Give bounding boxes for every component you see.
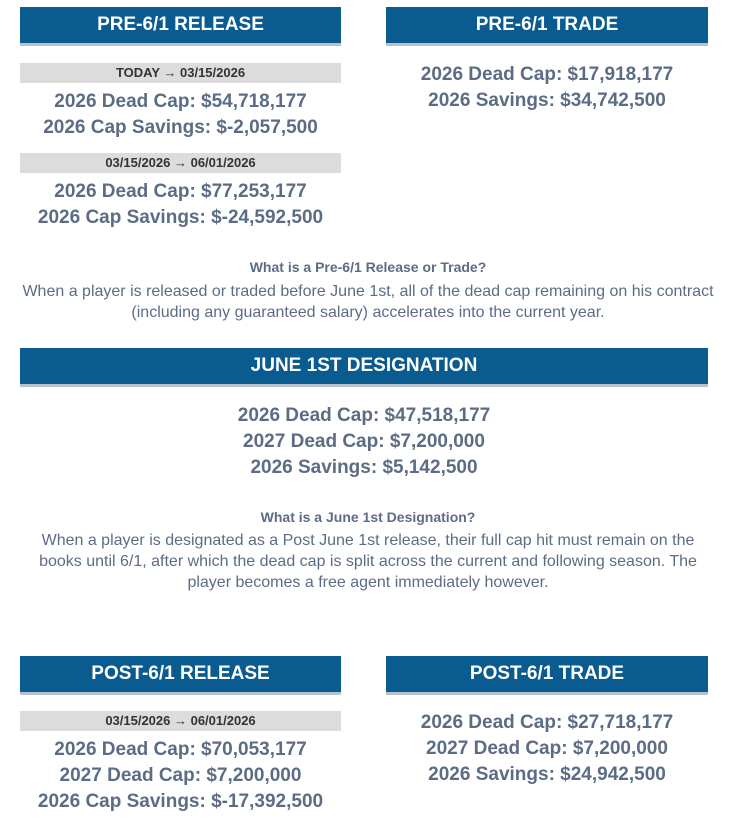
post-release-range: 03/15/2026 → 06/01/2026 xyxy=(20,711,341,731)
post-trade-dead-cap-2027: 2027 Dead Cap: $7,200,000 xyxy=(426,738,668,759)
pre-explainer-question: What is a Pre-6/1 Release or Trade? xyxy=(249,259,487,275)
june1-savings: 2026 Savings: $5,142,500 xyxy=(250,457,478,478)
june1-header: JUNE 1ST DESIGNATION xyxy=(20,348,708,387)
pre-trade-header: PRE-6/1 TRADE xyxy=(386,7,708,46)
pre-release-period2-range: 03/15/2026 → 06/01/2026 xyxy=(20,153,341,173)
post-trade-dead-cap-2026: 2026 Dead Cap: $27,718,177 xyxy=(420,712,674,733)
pre-release-period1-range: TODAY → 03/15/2026 xyxy=(20,63,341,83)
post-release-dead-cap-2027: 2027 Dead Cap: $7,200,000 xyxy=(59,765,302,786)
june1-dead-cap-2026: 2026 Dead Cap: $47,518,177 xyxy=(237,405,491,426)
post-trade-header: POST-6/1 TRADE xyxy=(386,656,708,695)
pre-trade-dead-cap: 2026 Dead Cap: $17,918,177 xyxy=(420,64,674,85)
june1-explainer-question: What is a June 1st Designation? xyxy=(260,509,476,525)
post-release-header: POST-6/1 RELEASE xyxy=(20,656,341,695)
pre-explainer-answer: When a player is released or traded before June 1st, all of the dead cap remaining on his contract (including any guaranteed salary) accelerates into the current year. xyxy=(22,283,714,321)
post-release-savings: 2026 Cap Savings: $-17,392,500 xyxy=(37,791,324,812)
pre-release-period2-dead-cap: 2026 Dead Cap: $77,253,177 xyxy=(54,181,307,202)
pre-release-header: PRE-6/1 RELEASE xyxy=(20,7,341,46)
june1-dead-cap-2027: 2027 Dead Cap: $7,200,000 xyxy=(243,431,485,452)
pre-release-period1-savings: 2026 Cap Savings: $-2,057,500 xyxy=(43,117,318,138)
pre-trade-savings: 2026 Savings: $34,742,500 xyxy=(428,90,666,111)
post-trade-savings: 2026 Savings: $24,942,500 xyxy=(428,764,666,785)
pre-release-period1-dead-cap: 2026 Dead Cap: $54,718,177 xyxy=(54,91,307,112)
post-release-dead-cap-2026: 2026 Dead Cap: $70,053,177 xyxy=(54,739,307,760)
june1-explainer-answer: When a player is designated as a Post June 1st release, their full cap hit must remain on the books until 6/1, after which the dead cap is split across the current and following season. The player becomes a free agent immediately however. xyxy=(39,532,697,591)
pre-release-period2-savings: 2026 Cap Savings: $-24,592,500 xyxy=(37,207,324,228)
